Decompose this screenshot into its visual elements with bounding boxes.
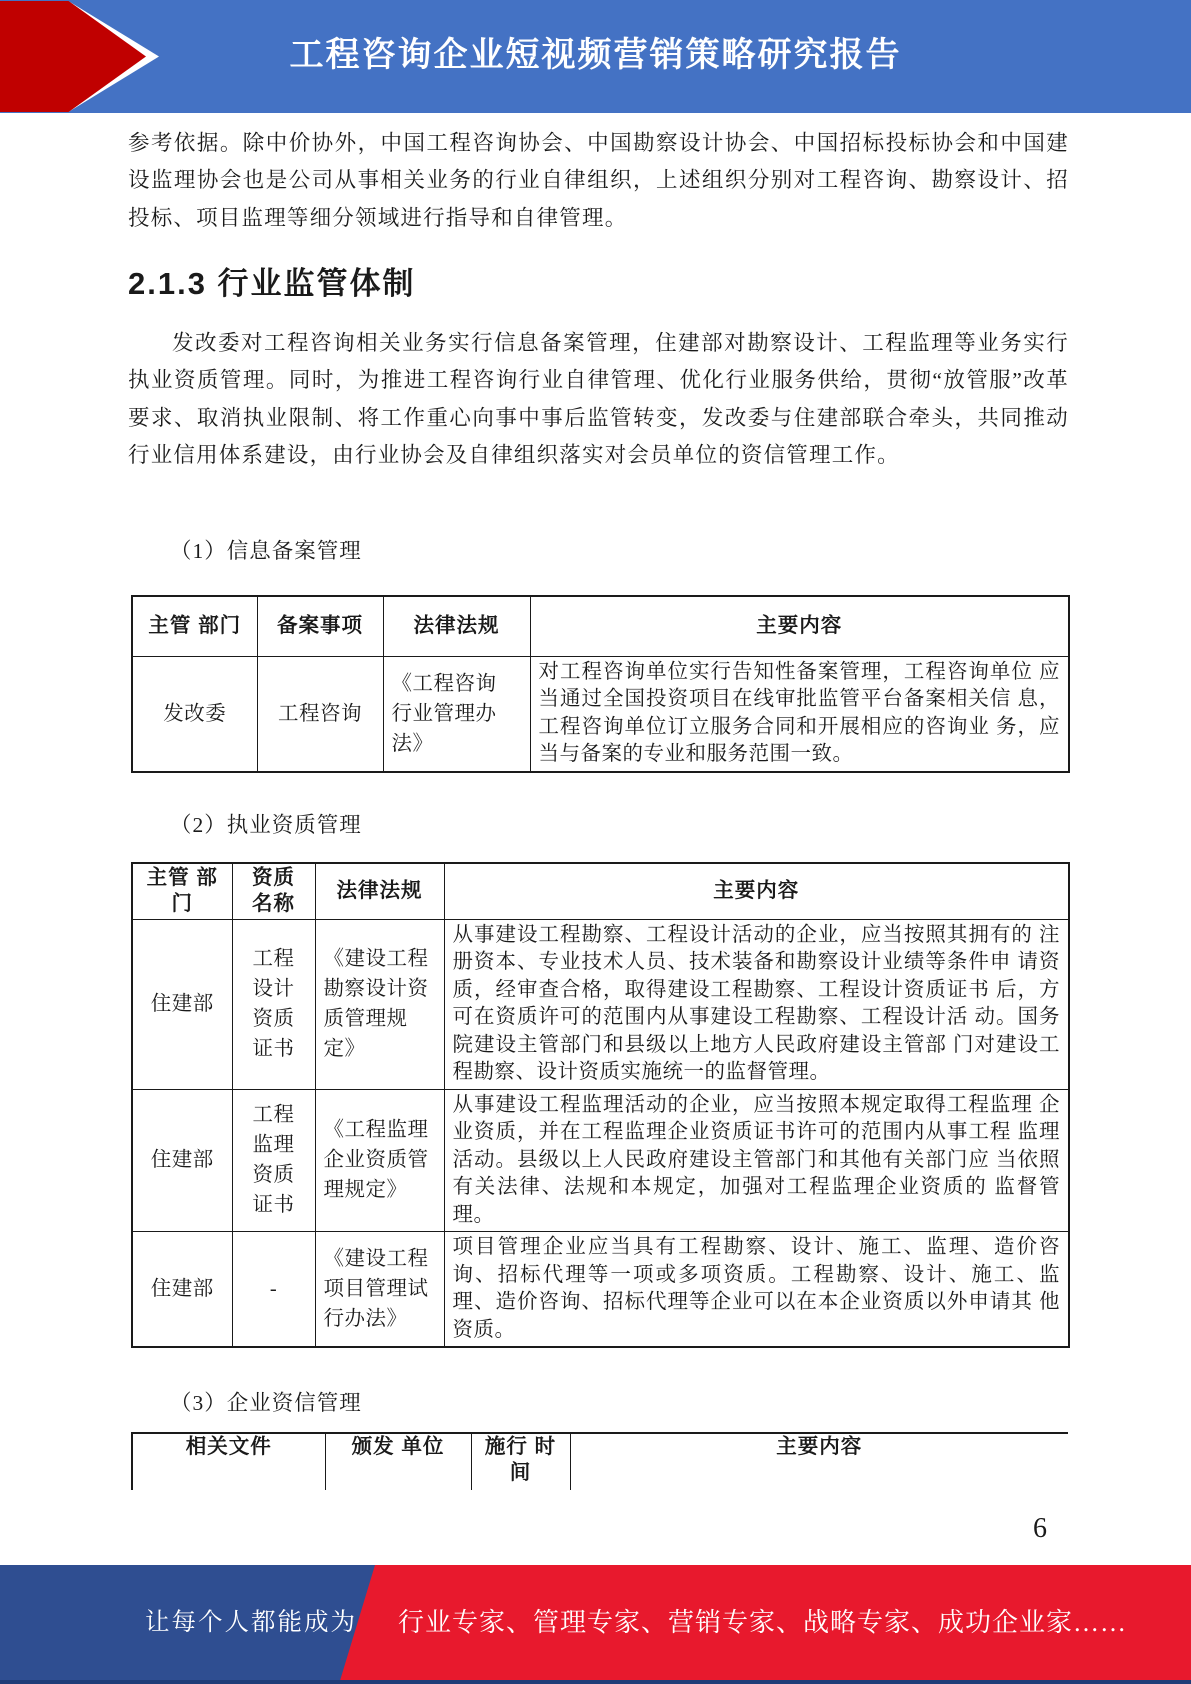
cell-authority: 住建部 — [132, 1089, 232, 1232]
list-label-credit: （3）企业资信管理 — [170, 1391, 362, 1415]
table-row — [132, 919, 1069, 1089]
cell-law: 《建设工程勘察设计资质管理规定》 — [315, 919, 444, 1089]
cell-authority: 住建部 — [132, 919, 232, 1089]
footer-slogan-left: 让每个人都能成为 — [145, 1609, 357, 1636]
footer-slogan-right: 行业专家、管理专家、营销专家、战略专家、成功企业家…… — [398, 1608, 1128, 1637]
column-header: 法律法规 — [383, 596, 530, 656]
table-qualification-management — [131, 862, 1070, 1348]
cell-main-content: 项目管理企业应当具有工程勘察、设计、施工、监理、造价咨 询、招标代理等一项或多项资质。工程勘察、设计、施工、监 理、造价咨询、招标代理等企业可以在本企业资质以外申请其 他资质。 — [444, 1232, 1069, 1348]
cell-qualification-name: - — [232, 1232, 315, 1348]
cell-item: 工程咨询 — [257, 656, 383, 772]
table-row — [132, 1089, 1069, 1232]
cell-qualification-name: 工程 监理 资质 证书 — [232, 1089, 315, 1232]
cell-authority: 住建部 — [132, 1232, 232, 1348]
column-header: 相关文件 — [132, 1433, 325, 1490]
list-label-qualification: （2）执业资质管理 — [170, 813, 362, 837]
cell-main-content: 从事建设工程勘察、工程设计活动的企业，应当按照其拥有的 注册资本、专业技术人员、技术装备和勘察设计业绩等条件申 请资质，经审查合格，取得建设工程勘察、工程设计资质证书 后，方可在资质许可的范围内从事建设工程勘察、工程设计活 动。国务院建设主管部门和县级以上地方人民政府建设主管部 门对建设工程勘察、设计资质实施统一的监督管理。 — [444, 919, 1069, 1089]
table-header-row — [132, 596, 1069, 656]
cell-law: 《工程监理企业资质管理规定》 — [315, 1089, 444, 1232]
paragraph-intro: 参考依据。除中价协外，中国工程咨询协会、中国勘察设计协会、中国招标投标协会和中国建设监理协会也是公司从事相关业务的行业自律组织，上述组织分别对工程咨询、勘察设计、招投标、项目监理等细分领域进行指导和自律管理。 — [128, 131, 1069, 230]
column-header: 主要内容 — [444, 863, 1069, 919]
column-header: 颁发 单位 — [325, 1433, 471, 1490]
table-header-row — [132, 863, 1069, 919]
column-header: 法律法规 — [315, 863, 444, 919]
cell-main-content: 对工程咨询单位实行告知性备案管理，工程咨询单位 应当通过全国投资项目在线审批监管平台备案相关信 息，工程咨询单位订立服务合同和开展相应的咨询业 务，应当与备案的专业和服务范围一致。 — [530, 656, 1069, 772]
column-header: 主要内容 — [570, 1433, 1068, 1490]
page-number: 6 — [1033, 1513, 1047, 1544]
bottom-strip — [0, 1680, 1191, 1684]
cell-law: 《工程咨询 行业管理办 法》 — [383, 656, 530, 772]
paragraph-regulation: 发改委对工程咨询相关业务实行信息备案管理，住建部对勘察设计、工程监理等业务实行执业资质管理。同时，为推进工程咨询行业自律管理、优化行业服务供给，贯彻“放管服”改革要求、取消执业限制、将工作重心向事中事后监管转变，发改委与住建部联合牵头，共同推动行业信用体系建设，由行业协会及自律组织落实对会员单位的资信管理工作。 — [128, 331, 1069, 468]
table-credit-management-clipped — [131, 1432, 1068, 1490]
column-header: 备案事项 — [257, 596, 383, 656]
page-header-banner — [0, 0, 1191, 113]
cell-authority: 发改委 — [132, 656, 257, 772]
section-heading: 2.1.3 行业监管体制 — [128, 266, 416, 301]
list-label-filing: （1）信息备案管理 — [170, 539, 362, 563]
table-header-row — [132, 1433, 1068, 1490]
column-header: 施行 时间 — [471, 1433, 570, 1490]
page-footer — [0, 1565, 1191, 1684]
table-credit-management — [131, 1432, 1068, 1490]
table-filing-management — [131, 595, 1070, 773]
cell-main-content: 从事建设工程监理活动的企业，应当按照本规定取得工程监理 企业资质，并在工程监理企业资质证书许可的范围内从事工程 监理活动。县级以上人民政府建设主管部门和其他有关部门应 当依照有关法律、法规和本规定，加强对工程监理企业资质的 监督管理。 — [444, 1089, 1069, 1232]
cell-law: 《建设工程项目管理试行办法》 — [315, 1232, 444, 1348]
cell-qualification-name: 工程 设计 资质 证书 — [232, 919, 315, 1089]
column-header: 主要内容 — [530, 596, 1069, 656]
column-header: 主管 部门 — [132, 596, 257, 656]
column-header: 资质 名称 — [232, 863, 315, 919]
table-row — [132, 1232, 1069, 1348]
table-row — [132, 656, 1069, 772]
column-header: 主管 部门 — [132, 863, 232, 919]
report-title: 工程咨询企业短视频营销策略研究报告 — [289, 36, 902, 74]
